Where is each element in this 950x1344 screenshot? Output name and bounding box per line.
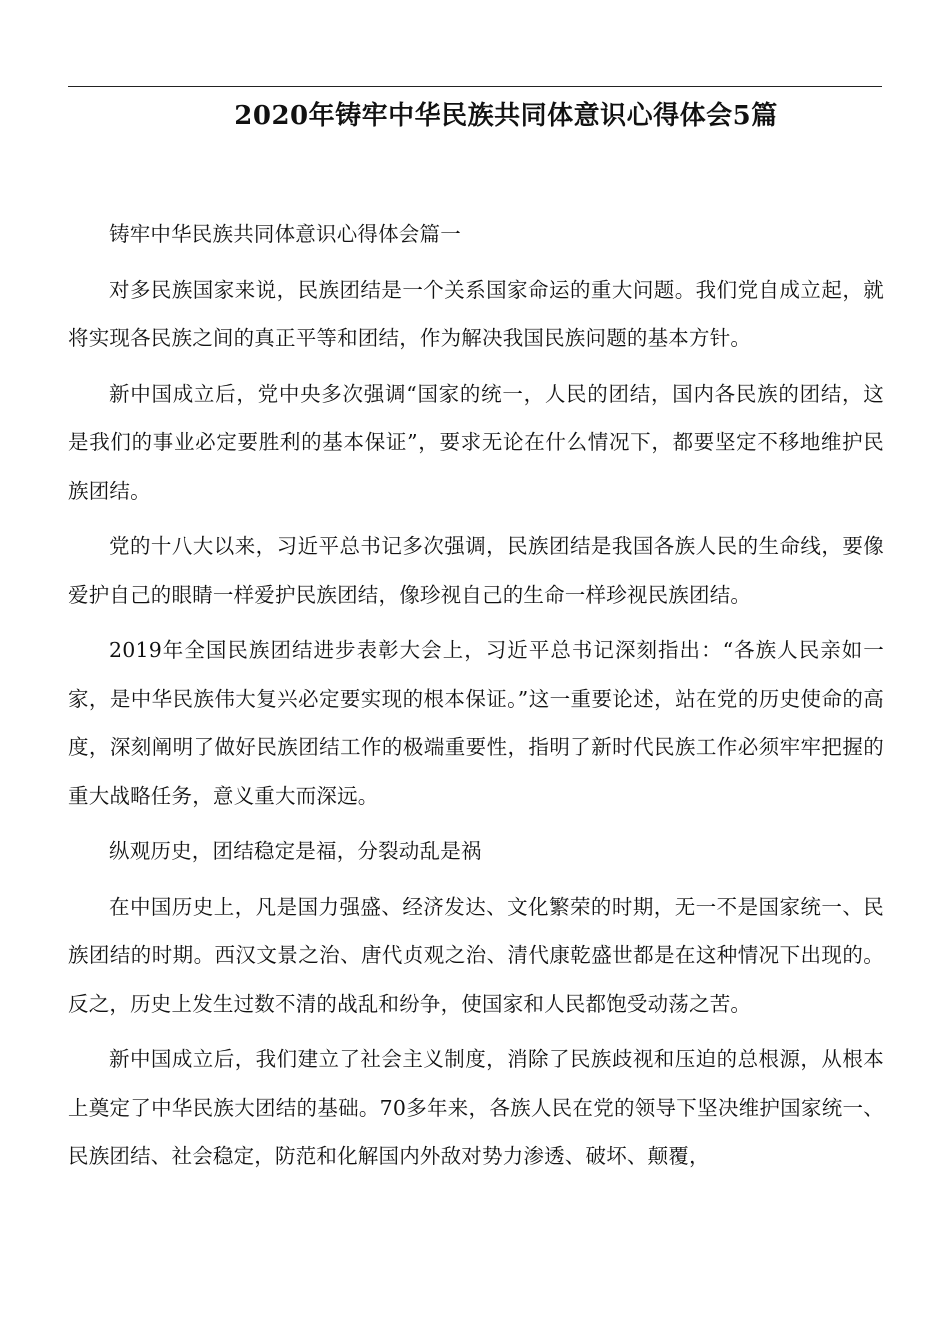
document-title: 2020年铸牢中华民族共同体意识心得体会5篇 [234,101,778,131]
section-heading: 铸牢中华民族共同体意识心得体会篇一 [109,222,461,246]
document-body [68,210,884,1188]
body-paragraph: 新中国成立后，我们建立了社会主义制度，消除了民族歧视和压迫的总根源，从根本上奠定了中华民族大团结的基础。70多年来，各族人民在党的领导下坚决维护国家统一、民族团结、社会稳定，防范和化解国内外敌对势力渗透、破坏、颠覆， [68,1047,884,1168]
subheading-paragraph: 纵观历史，团结稳定是福，分裂动乱是祸 [109,839,482,863]
body-paragraph: 2019年全国民族团结进步表彰大会上，习近平总书记深刻指出：“各族人民亲如一家，是中华民族伟大复兴必定要实现的根本保证。”这一重要论述，站在党的历史使命的高度，深刻阐明了做好民族团结工作的极端重要性，指明了新时代民族工作必须牢牢把握的重大战略任务，意义重大而深远。 [68,638,884,808]
body-paragraph: 对多民族国家来说，民族团结是一个关系国家命运的重大问题。我们党自成立起，就将实现各民族之间的真正平等和团结，作为解决我国民族问题的基本方针。 [68,277,884,350]
body-paragraph: 党的十八大以来，习近平总书记多次强调，民族团结是我国各族人民的生命线，要像爱护自己的眼睛一样爱护民族团结，像珍视自己的生命一样珍视民族团结。 [68,534,884,607]
header-rule [68,86,882,87]
body-paragraph: 在中国历史上，凡是国力强盛、经济发达、文化繁荣的时期，无一不是国家统一、民族团结的时期。西汉文景之治、唐代贞观之治、清代康乾盛世都是在这种情况下出现的。反之，历史上发生过数不清的战乱和纷争，使国家和人民都饱受动荡之苦。 [68,894,884,1016]
body-paragraph: 新中国成立后，党中央多次强调“国家的统一，人民的团结，国内各民族的团结，这是我们的事业必定要胜利的基本保证”，要求无论在什么情况下，都要坚定不移地维护民族团结。 [68,381,884,503]
